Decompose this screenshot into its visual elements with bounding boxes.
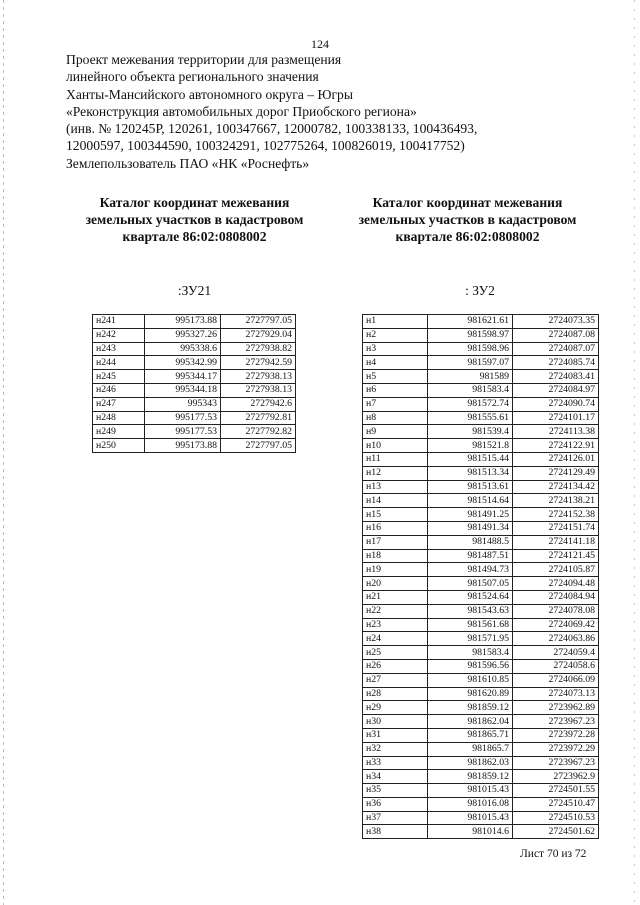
x-coordinate-cell: 995173.88: [145, 439, 221, 453]
point-id-cell: н241: [93, 315, 145, 329]
y-coordinate-cell: 2724126.01: [513, 452, 599, 466]
y-coordinate-cell: 2724085.74: [513, 356, 599, 370]
table-row: [93, 315, 296, 329]
table-row: [363, 604, 599, 618]
point-id-cell: н246: [93, 383, 145, 397]
point-id-cell: н34: [363, 770, 428, 784]
point-id-cell: н245: [93, 370, 145, 384]
y-coordinate-cell: 2727792.81: [221, 411, 296, 425]
table-row: [363, 756, 599, 770]
table-row: [363, 590, 599, 604]
x-coordinate-cell: 981016.08: [428, 797, 513, 811]
point-id-cell: н20: [363, 577, 428, 591]
point-id-cell: н12: [363, 466, 428, 480]
header-line: линейного объекта регионального значения: [66, 69, 319, 85]
table-row: [93, 342, 296, 356]
table-row: [363, 618, 599, 632]
table-row: [363, 797, 599, 811]
table-row: [363, 563, 599, 577]
y-coordinate-cell: 2727942.59: [221, 356, 296, 370]
x-coordinate-cell: 995177.53: [145, 425, 221, 439]
point-id-cell: н8: [363, 411, 428, 425]
catalog-left-title: [62, 194, 327, 245]
point-id-cell: н9: [363, 425, 428, 439]
document-header: [66, 51, 586, 172]
catalog-title-line: Каталог координат межевания: [99, 195, 290, 210]
y-coordinate-cell: 2724122.91: [513, 439, 599, 453]
table-row: [363, 535, 599, 549]
table-row: [363, 439, 599, 453]
table-row: [93, 439, 296, 453]
y-coordinate-cell: 2724058.6: [513, 659, 599, 673]
y-coordinate-cell: 2724066.09: [513, 673, 599, 687]
point-id-cell: н21: [363, 590, 428, 604]
x-coordinate-cell: 981859.12: [428, 770, 513, 784]
point-id-cell: н37: [363, 811, 428, 825]
point-id-cell: н26: [363, 659, 428, 673]
y-coordinate-cell: 2727938.13: [221, 383, 296, 397]
x-coordinate-cell: 981596.56: [428, 659, 513, 673]
x-coordinate-cell: 981507.05: [428, 577, 513, 591]
table-row: [93, 397, 296, 411]
x-coordinate-cell: 981515.44: [428, 452, 513, 466]
x-coordinate-cell: 981543.63: [428, 604, 513, 618]
sheet-note: Лист 70 из 72: [520, 848, 587, 860]
x-coordinate-cell: 981620.89: [428, 687, 513, 701]
header-line: (инв. № 120245Р, 120261, 100347667, 12000782, 100338133, 100436493,: [66, 121, 478, 137]
x-coordinate-cell: 981513.34: [428, 466, 513, 480]
table-row: [93, 411, 296, 425]
x-coordinate-cell: 981014.6: [428, 825, 513, 839]
point-id-cell: н27: [363, 673, 428, 687]
catalog-right-title: [335, 194, 600, 245]
header-line: Ханты-Мансийского автономного округа – Югры: [66, 86, 353, 102]
x-coordinate-cell: 981524.64: [428, 590, 513, 604]
point-id-cell: н247: [93, 397, 145, 411]
y-coordinate-cell: 2724121.45: [513, 549, 599, 563]
point-id-cell: н243: [93, 342, 145, 356]
table-row: [363, 383, 599, 397]
x-coordinate-cell: 981583.4: [428, 383, 513, 397]
y-coordinate-cell: 2727797.05: [221, 315, 296, 329]
x-coordinate-cell: 995344.17: [145, 370, 221, 384]
point-id-cell: н11: [363, 452, 428, 466]
x-coordinate-cell: 981514.64: [428, 494, 513, 508]
y-coordinate-cell: 2724151.74: [513, 521, 599, 535]
table-row: [363, 315, 599, 329]
table-row: [363, 521, 599, 535]
point-id-cell: н250: [93, 439, 145, 453]
y-coordinate-cell: 2724141.18: [513, 535, 599, 549]
table-row: [363, 770, 599, 784]
point-id-cell: н38: [363, 825, 428, 839]
point-id-cell: н2: [363, 328, 428, 342]
y-coordinate-cell: 2723972.28: [513, 728, 599, 742]
scan-edge-right: [634, 0, 635, 905]
y-coordinate-cell: 2724087.07: [513, 342, 599, 356]
y-coordinate-cell: 2727797.05: [221, 439, 296, 453]
point-id-cell: н33: [363, 756, 428, 770]
catalog-title-line: квартале 86:02:0808002: [395, 229, 540, 244]
y-coordinate-cell: 2724083.41: [513, 370, 599, 384]
catalog-right-plot-label: : ЗУ2: [465, 283, 495, 298]
x-coordinate-cell: 981015.43: [428, 784, 513, 798]
table-row: [363, 701, 599, 715]
y-coordinate-cell: 2723967.23: [513, 756, 599, 770]
point-id-cell: н4: [363, 356, 428, 370]
y-coordinate-cell: 2724134.42: [513, 480, 599, 494]
y-coordinate-cell: 2724063.86: [513, 632, 599, 646]
table-row: [363, 728, 599, 742]
point-id-cell: н32: [363, 742, 428, 756]
point-id-cell: н14: [363, 494, 428, 508]
table-row: [363, 397, 599, 411]
x-coordinate-cell: 995342.99: [145, 356, 221, 370]
table-row: [363, 673, 599, 687]
point-id-cell: н16: [363, 521, 428, 535]
table-row: [93, 370, 296, 384]
point-id-cell: н6: [363, 383, 428, 397]
table-row: [93, 425, 296, 439]
table-row: [363, 494, 599, 508]
x-coordinate-cell: 981494.73: [428, 563, 513, 577]
y-coordinate-cell: 2724152.38: [513, 508, 599, 522]
table-row: [363, 328, 599, 342]
table-row: [363, 715, 599, 729]
point-id-cell: н19: [363, 563, 428, 577]
x-coordinate-cell: 995343: [145, 397, 221, 411]
x-coordinate-cell: 981015.43: [428, 811, 513, 825]
point-id-cell: н244: [93, 356, 145, 370]
x-coordinate-cell: 981488.5: [428, 535, 513, 549]
y-coordinate-cell: 2724059.4: [513, 646, 599, 660]
point-id-cell: н35: [363, 784, 428, 798]
x-coordinate-cell: 995338.6: [145, 342, 221, 356]
x-coordinate-cell: 995344.18: [145, 383, 221, 397]
table-row: [363, 356, 599, 370]
x-coordinate-cell: 981583.4: [428, 646, 513, 660]
table-row: [363, 659, 599, 673]
table-row: [363, 411, 599, 425]
x-coordinate-cell: 981862.04: [428, 715, 513, 729]
table-row: [363, 632, 599, 646]
table-row: [363, 425, 599, 439]
table-row: [363, 742, 599, 756]
catalog-left-table: [92, 314, 296, 453]
x-coordinate-cell: 995327.26: [145, 328, 221, 342]
table-row: [93, 328, 296, 342]
table-row: [363, 784, 599, 798]
table-row: [363, 466, 599, 480]
y-coordinate-cell: 2723962.9: [513, 770, 599, 784]
x-coordinate-cell: 981598.97: [428, 328, 513, 342]
y-coordinate-cell: 2727792.82: [221, 425, 296, 439]
header-line: Проект межевания территории для размещения: [66, 52, 342, 67]
point-id-cell: н249: [93, 425, 145, 439]
y-coordinate-cell: 2724084.94: [513, 590, 599, 604]
point-id-cell: н18: [363, 549, 428, 563]
x-coordinate-cell: 981521.8: [428, 439, 513, 453]
catalog-title-line: земельных участков в кадастровом: [85, 212, 304, 227]
x-coordinate-cell: 981539.4: [428, 425, 513, 439]
point-id-cell: н25: [363, 646, 428, 660]
y-coordinate-cell: 2724078.08: [513, 604, 599, 618]
point-id-cell: н17: [363, 535, 428, 549]
x-coordinate-cell: 981598.96: [428, 342, 513, 356]
x-coordinate-cell: 981555.61: [428, 411, 513, 425]
y-coordinate-cell: 2723962.89: [513, 701, 599, 715]
y-coordinate-cell: 2724501.55: [513, 784, 599, 798]
x-coordinate-cell: 981862.03: [428, 756, 513, 770]
y-coordinate-cell: 2727938.13: [221, 370, 296, 384]
point-id-cell: н23: [363, 618, 428, 632]
table-row: [363, 452, 599, 466]
y-coordinate-cell: 2724510.47: [513, 797, 599, 811]
point-id-cell: н7: [363, 397, 428, 411]
y-coordinate-cell: 2723967.23: [513, 715, 599, 729]
x-coordinate-cell: 981571.95: [428, 632, 513, 646]
y-coordinate-cell: 2727938.82: [221, 342, 296, 356]
y-coordinate-cell: 2724113.38: [513, 425, 599, 439]
table-row: [363, 480, 599, 494]
y-coordinate-cell: 2724138.21: [513, 494, 599, 508]
point-id-cell: н13: [363, 480, 428, 494]
x-coordinate-cell: 981491.34: [428, 521, 513, 535]
point-id-cell: н22: [363, 604, 428, 618]
x-coordinate-cell: 981859.12: [428, 701, 513, 715]
x-coordinate-cell: 981491.25: [428, 508, 513, 522]
y-coordinate-cell: 2724090.74: [513, 397, 599, 411]
point-id-cell: н36: [363, 797, 428, 811]
y-coordinate-cell: 2724501.62: [513, 825, 599, 839]
x-coordinate-cell: 981610.85: [428, 673, 513, 687]
y-coordinate-cell: 2724101.17: [513, 411, 599, 425]
header-line: Землепользователь ПАО «НК «Роснефть»: [66, 155, 310, 171]
point-id-cell: н28: [363, 687, 428, 701]
y-coordinate-cell: 2724087.08: [513, 328, 599, 342]
point-id-cell: н31: [363, 728, 428, 742]
catalog-title-line: квартале 86:02:0808002: [122, 229, 267, 244]
y-coordinate-cell: 2724129.49: [513, 466, 599, 480]
point-id-cell: н242: [93, 328, 145, 342]
point-id-cell: н5: [363, 370, 428, 384]
table-row: [363, 508, 599, 522]
y-coordinate-cell: 2724073.13: [513, 687, 599, 701]
x-coordinate-cell: 995177.53: [145, 411, 221, 425]
x-coordinate-cell: 981865.7: [428, 742, 513, 756]
y-coordinate-cell: 2724510.53: [513, 811, 599, 825]
x-coordinate-cell: 981597.07: [428, 356, 513, 370]
y-coordinate-cell: 2723972.29: [513, 742, 599, 756]
y-coordinate-cell: 2724073.35: [513, 315, 599, 329]
catalog-title-line: Каталог координат межевания: [372, 195, 563, 210]
catalog-title-line: земельных участков в кадастровом: [358, 212, 577, 227]
point-id-cell: н24: [363, 632, 428, 646]
table-row: [363, 370, 599, 384]
table-row: [363, 342, 599, 356]
point-id-cell: н10: [363, 439, 428, 453]
y-coordinate-cell: 2727942.6: [221, 397, 296, 411]
point-id-cell: н1: [363, 315, 428, 329]
header-line: 12000597, 100344590, 100324291, 102775264, 100826019, 100417752): [66, 138, 465, 154]
table-row: [363, 549, 599, 563]
y-coordinate-cell: 2724094.48: [513, 577, 599, 591]
header-line: «Реконструкция автомобильных дорог Приобского региона»: [66, 103, 417, 119]
table-row: [363, 646, 599, 660]
point-id-cell: н30: [363, 715, 428, 729]
catalog-right-table: [362, 314, 599, 839]
table-row: [363, 811, 599, 825]
scan-edge-left: [3, 0, 4, 905]
table-row: [93, 356, 296, 370]
x-coordinate-cell: 981589: [428, 370, 513, 384]
x-coordinate-cell: 981865.71: [428, 728, 513, 742]
x-coordinate-cell: 981487.51: [428, 549, 513, 563]
table-row: [93, 383, 296, 397]
x-coordinate-cell: 981561.68: [428, 618, 513, 632]
x-coordinate-cell: 981572.74: [428, 397, 513, 411]
point-id-cell: н29: [363, 701, 428, 715]
point-id-cell: н248: [93, 411, 145, 425]
y-coordinate-cell: 2727929.04: [221, 328, 296, 342]
catalog-left-plot-label: :ЗУ21: [177, 283, 212, 298]
point-id-cell: н3: [363, 342, 428, 356]
x-coordinate-cell: 981513.61: [428, 480, 513, 494]
x-coordinate-cell: 995173.88: [145, 315, 221, 329]
x-coordinate-cell: 981621.61: [428, 315, 513, 329]
y-coordinate-cell: 2724069.42: [513, 618, 599, 632]
page-number: 124: [311, 37, 329, 51]
y-coordinate-cell: 2724084.97: [513, 383, 599, 397]
table-row: [363, 825, 599, 839]
table-row: [363, 577, 599, 591]
y-coordinate-cell: 2724105.87: [513, 563, 599, 577]
table-row: [363, 687, 599, 701]
point-id-cell: н15: [363, 508, 428, 522]
